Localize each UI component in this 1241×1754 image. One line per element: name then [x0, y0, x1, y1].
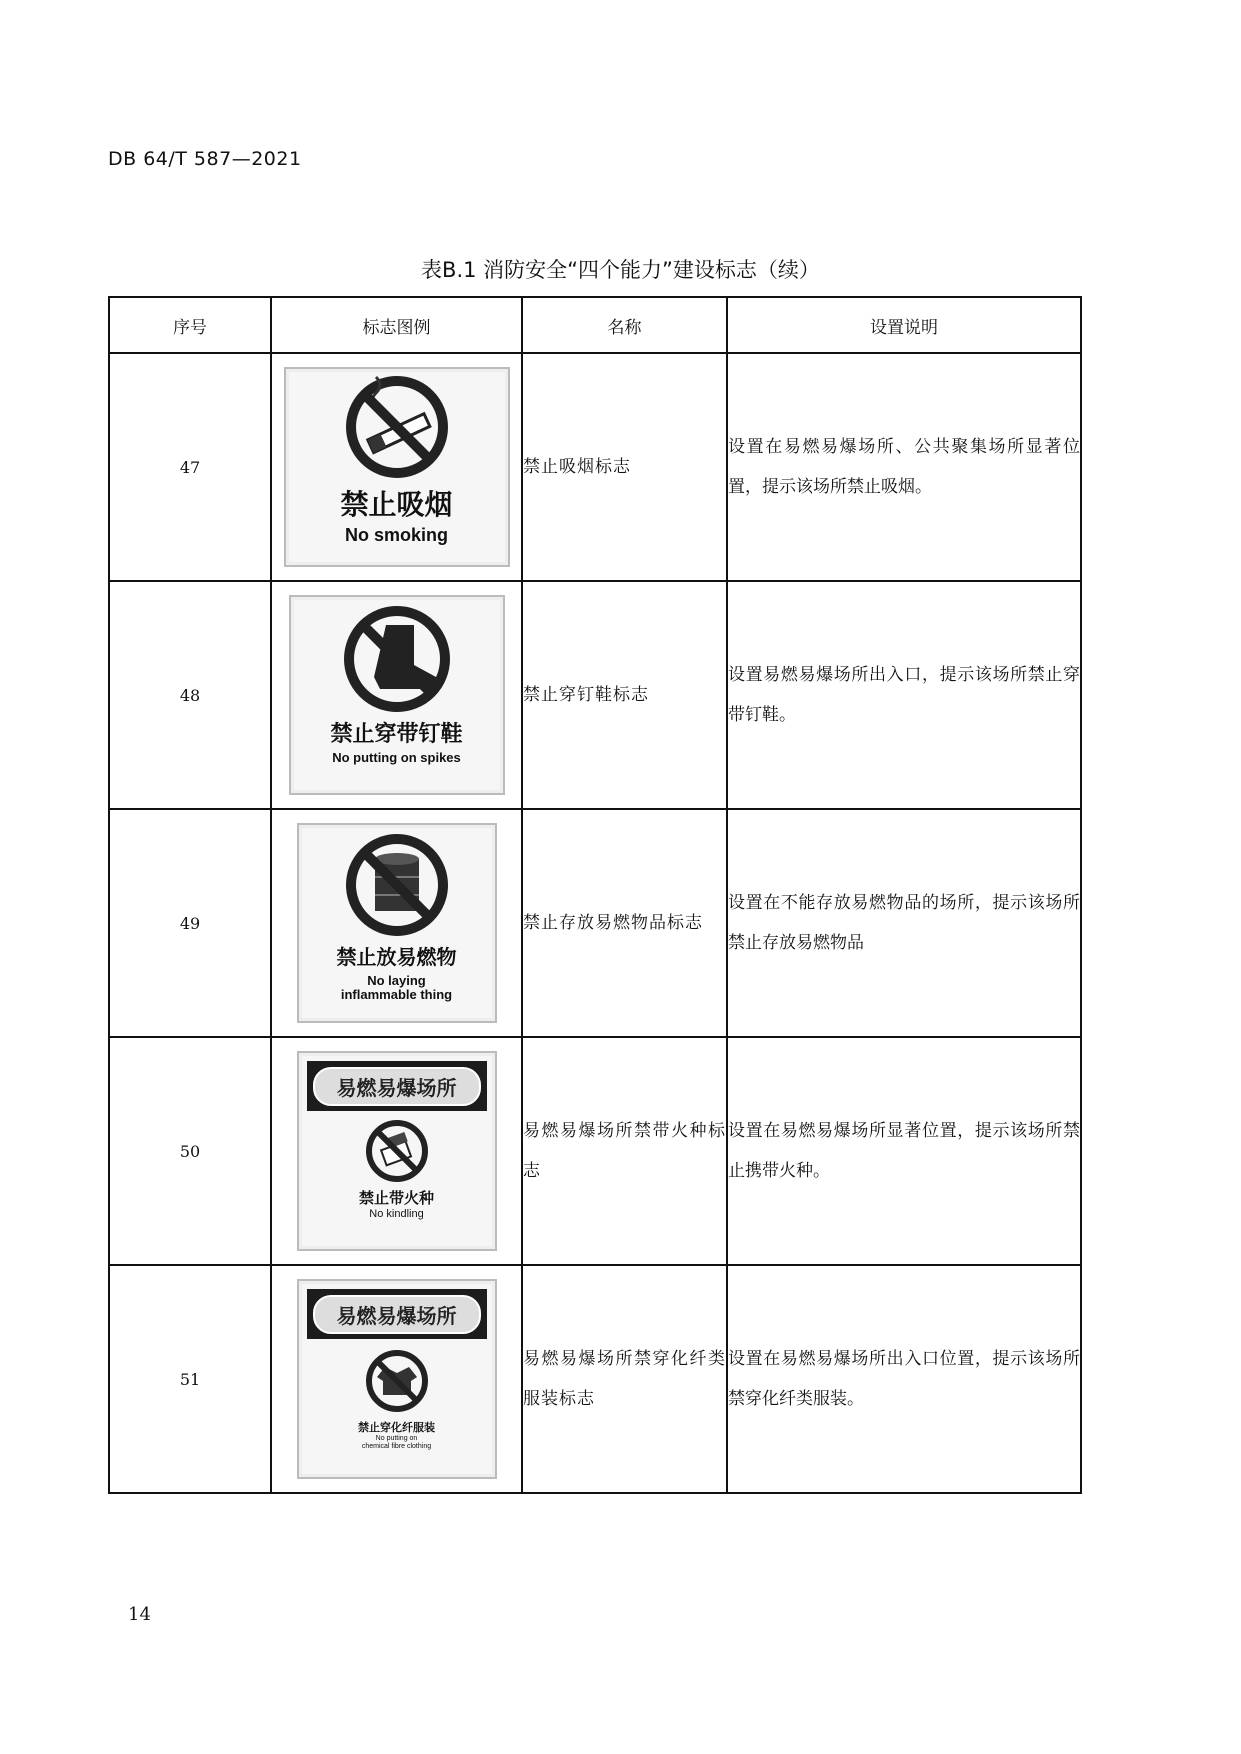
garment-icon	[299, 1339, 495, 1419]
table-row	[109, 1265, 1081, 1493]
sign-label-chinese: 禁止放易燃物	[336, 945, 457, 969]
column-header-number: 序号	[109, 297, 271, 353]
sign-name: 禁止存放易燃物品标志	[522, 809, 727, 1037]
sign-cell	[271, 353, 522, 581]
sign-description: 设置在易燃易爆场所出入口位置，提示该场所禁穿化纤类服装。	[727, 1265, 1081, 1493]
table-row	[109, 1037, 1081, 1265]
sign-image	[284, 367, 510, 567]
sign-label-chinese: 禁止穿带钉鞋	[330, 722, 463, 747]
page-number: 14	[128, 1604, 151, 1625]
table-header-row	[109, 297, 1081, 353]
sign-label-english-line1: No putting on	[375, 1435, 418, 1442]
sign-name: 禁止吸烟标志	[522, 353, 727, 581]
sign-image	[297, 823, 497, 1023]
sign-label-english-line1: No laying	[367, 973, 426, 988]
sign-name: 禁止穿钉鞋标志	[522, 581, 727, 809]
column-header-name: 名称	[522, 297, 727, 353]
sign-description: 设置在易燃易爆场所显著位置，提示该场所禁止携带火种。	[727, 1037, 1081, 1265]
sign-name: 易燃易爆场所禁带火种标志	[522, 1037, 727, 1265]
sign-banner-label: 易燃易爆场所	[313, 1295, 481, 1334]
cigarette-icon	[286, 369, 508, 479]
column-header-description: 设置说明	[727, 297, 1081, 353]
sign-description: 设置在不能存放易燃物品的场所，提示该场所禁止存放易燃物品	[727, 809, 1081, 1037]
sign-name: 易燃易爆场所禁穿化纤类服装标志	[522, 1265, 727, 1493]
table-title: 表B.1 消防安全“四个能力”建设标志（续）	[421, 258, 820, 282]
sign-image	[297, 1279, 497, 1479]
sign-label-chinese: 禁止穿化纤服装	[358, 1421, 435, 1434]
sign-cell	[271, 1037, 522, 1265]
sign-label-english-line2: inflammable thing	[340, 987, 453, 1002]
boot-icon	[291, 597, 503, 715]
sign-table	[108, 296, 1082, 1494]
table-row	[109, 809, 1081, 1037]
sign-label-english: No smoking	[344, 525, 448, 545]
sign-banner	[307, 1061, 487, 1111]
barrel-icon	[299, 825, 495, 937]
sign-label-chinese: 禁止吸烟	[340, 488, 453, 521]
row-number: 51	[109, 1265, 271, 1493]
sign-label-english-line2: chemical fibre clothing	[361, 1443, 432, 1450]
document-code: DB 64/T 587—2021	[108, 148, 302, 170]
sign-image	[297, 1051, 497, 1251]
sign-cell	[271, 581, 522, 809]
sign-label-chinese: 禁止带火种	[358, 1189, 434, 1207]
sign-cell	[271, 1265, 522, 1493]
sign-description: 设置易燃易爆场所出入口，提示该场所禁止穿带钉鞋。	[727, 581, 1081, 809]
sign-image	[289, 595, 505, 795]
table-row	[109, 581, 1081, 809]
row-number: 50	[109, 1037, 271, 1265]
table-row	[109, 353, 1081, 581]
sign-description: 设置在易燃易爆场所、公共聚集场所显著位置，提示该场所禁止吸烟。	[727, 353, 1081, 581]
matches-icon	[299, 1111, 495, 1187]
row-number: 49	[109, 809, 271, 1037]
sign-label-english: No putting on spikes	[332, 750, 461, 765]
column-header-sign: 标志图例	[271, 297, 522, 353]
row-number: 47	[109, 353, 271, 581]
sign-banner	[307, 1289, 487, 1339]
sign-banner-label: 易燃易爆场所	[313, 1067, 481, 1106]
sign-label-english: No kindling	[369, 1208, 424, 1220]
sign-cell	[271, 809, 522, 1037]
row-number: 48	[109, 581, 271, 809]
